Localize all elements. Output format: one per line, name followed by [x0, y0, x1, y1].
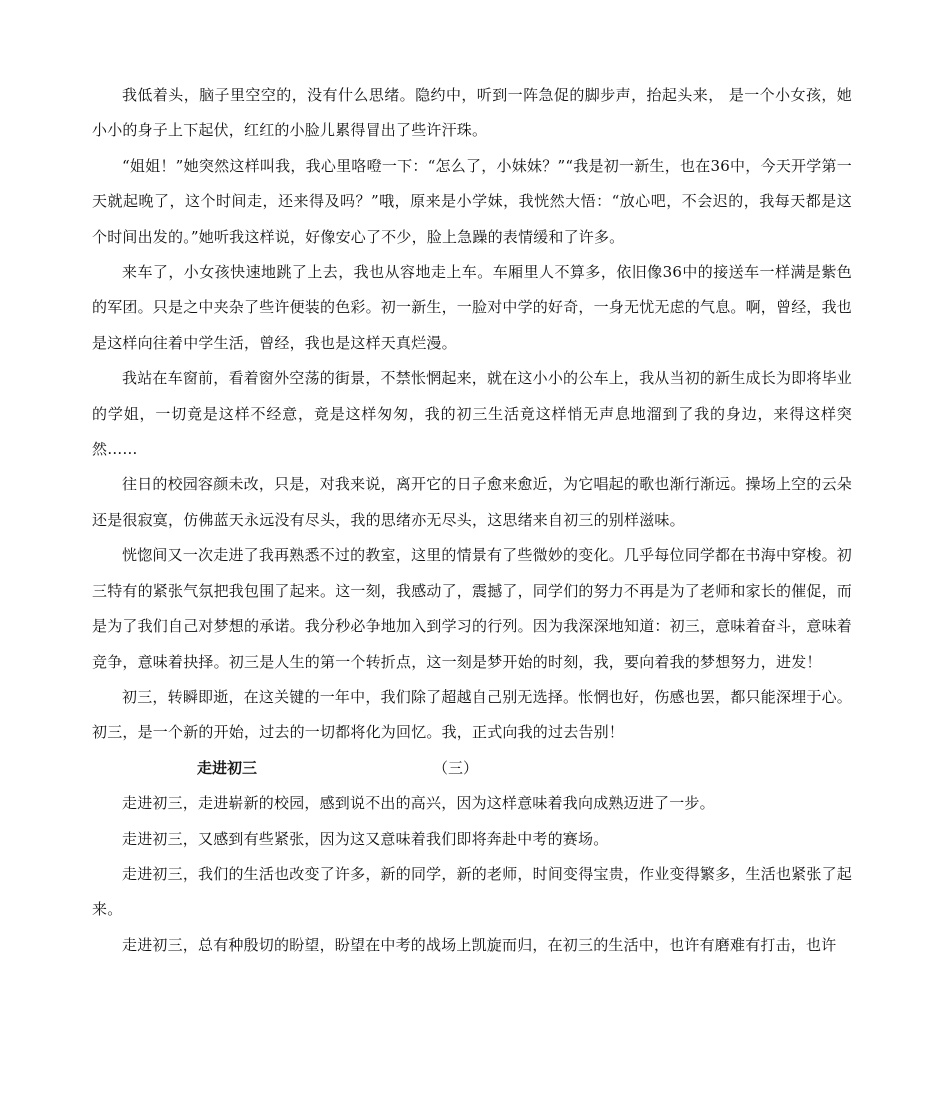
paragraph: 我站在车窗前，看着窗外空荡的街景，不禁怅惘起来，就在这小小的公车上，我从当初的新生成长为即将毕业的学姐，一切竟是这样不经意，竟是这样匆匆，我的初三生活竟这样悄无声息地溜到了我的身边，来得这样突然……	[92, 369, 852, 459]
paragraph: 恍惚间又一次走进了我再熟悉不过的教室，这里的情景有了些微妙的变化。几乎每位同学都在书海中穿梭。初三特有的紧张气氛把我包围了起来。这一刻，我感动了，震撼了，同学们的努力不再是为了老师和家长的催促，而是为了我们自己对梦想的承诺。我分秒必争地加入到学习的行列。因为我深深地知道：初三，意味着奋斗，意味着竞争，意味着抉择。初三是人生的第一个转折点，这一刻是梦开始的时刻，我，要向着我的梦想努力，进发！	[92, 546, 853, 671]
document-body	[92, 78, 852, 963]
paragraph: 走进初三，又感到有些紧张，因为这又意味着我们即将奔赴中考的赛场。	[122, 829, 609, 848]
section-title: 走进初三	[197, 758, 258, 777]
section-heading	[92, 751, 852, 786]
paragraph: “姐姐！”她突然这样叫我，我心里咯噔一下：“怎么了，小妹妹？”“我是初一新生，也在36中，今天开学第一天就起晚了，这个时间走，还来得及吗？”哦，原来是小学妹，我恍然大悟：“放心吧，不会迟的，我每天都是这个时间出发的。”她听我这样说，好像安心了不少，脸上急躁的表情缓和了许多。	[92, 156, 852, 246]
paragraph: 初三，转瞬即逝，在这关键的一年中，我们除了超越自己别无选择。怅惘也好，伤感也罢，都只能深埋于心。初三，是一个新的开始，过去的一切都将化为回忆。我，正式向我的过去告别！	[92, 687, 852, 742]
section-number: （三）	[433, 758, 479, 777]
paragraph: 走进初三，走进崭新的校园，感到说不出的高兴，因为这样意味着我向成熟迈进了一步。	[122, 794, 715, 813]
paragraph: 我低着头，脑子里空空的，没有什么思绪。隐约中，听到一阵急促的脚步声，抬起头来， 是一个小女孩，她小小的身子上下起伏，红红的小脸儿累得冒出了些许汗珠。	[92, 86, 852, 140]
paragraph: 来车了，小女孩快速地跳了上去，我也从容地走上车。车厢里人不算多，依旧像36中的接送车一样满是紫色的军团。只是之中夹杂了些许便装的色彩。初一新生，一脸对中学的好奇，一身无忧无虑的气息。啊，曾经，我也是这样向往着中学生活，曾经，我也是这样天真烂漫。	[92, 263, 853, 352]
paragraph: 往日的校园容颜未改，只是，对我来说，离开它的日子愈来愈近，为它唱起的歌也渐行渐远。操场上空的云朵还是很寂寞，仿佛蓝天永远没有尽头，我的思绪亦无尽头，这思绪来自初三的别样滋味。	[92, 475, 852, 529]
paragraph: 走进初三，我们的生活也改变了许多，新的同学，新的老师，时间变得宝贵，作业变得繁多，生活也紧张了起来。	[92, 864, 852, 919]
paragraph: 走进初三，总有种殷切的盼望，盼望在中考的战场上凯旋而归，在初三的生活中，也许有磨难有打击，也许	[122, 935, 837, 954]
